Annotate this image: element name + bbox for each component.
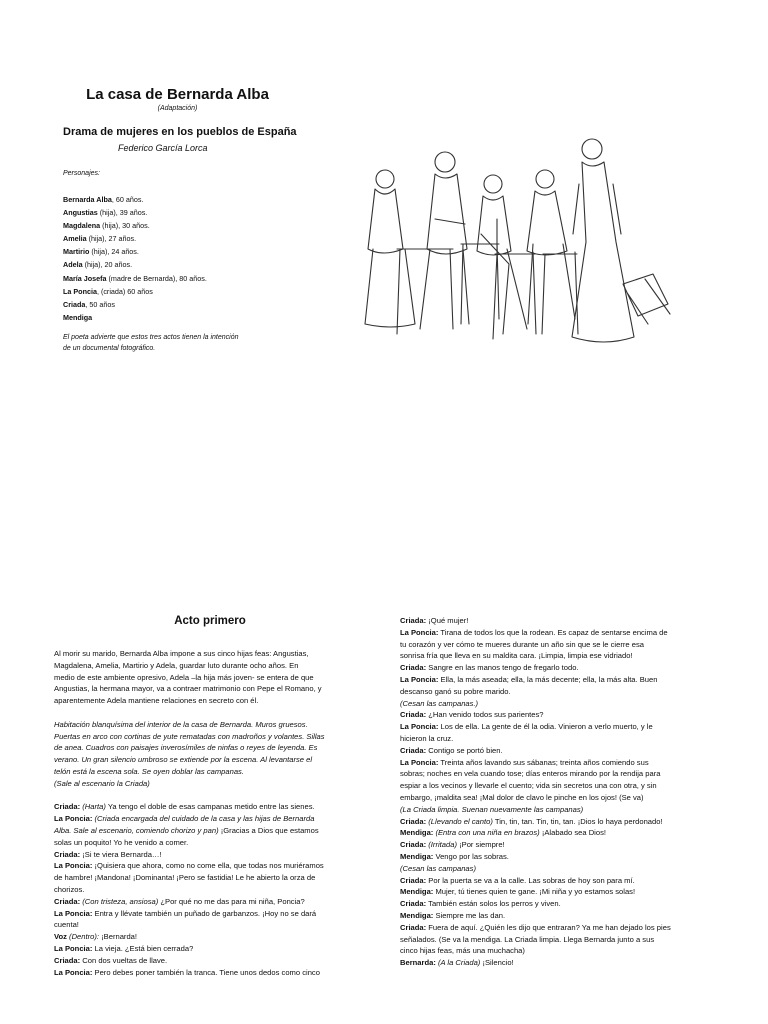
character-name: Adela — [63, 260, 83, 270]
dialogue-text: Treinta años lavando sus sábanas; treinta años comiendo sus — [438, 757, 649, 767]
stage-direction: Alba. Sale al escenario, comiendo chorizo y pan) — [54, 825, 219, 835]
dialogue-text: ¡Gracias a Dios que estamos — [218, 825, 319, 835]
character-name: Martirio — [63, 247, 90, 257]
dialogue-text: Fuera de aquí. ¿Quién les dijo que entraran? Ya me han dejado los pies — [426, 922, 671, 932]
characters-list — [63, 193, 207, 324]
dialogue-line — [54, 837, 376, 849]
dialogue-text: sonrisa fría que lleva en su maldita cara. ¡Limpia, limpia ese vidriado! — [400, 651, 633, 661]
speaker-name: Mendiga: — [400, 887, 434, 897]
character-detail: , (criada) 60 años — [96, 286, 153, 296]
speaker-name: La Poncia: — [400, 722, 439, 732]
stage-direction: (Llevando el canto) — [426, 816, 493, 826]
dialogue-left — [54, 801, 376, 978]
speaker-name: Mendiga: — [400, 851, 434, 861]
dialogue-text: Siempre me las dan. — [433, 910, 506, 920]
author-note-line: de un documental fotográfico. — [63, 344, 156, 352]
speaker-name: Voz — [54, 932, 67, 942]
speaker-name: Bernarda: — [400, 958, 436, 968]
stage-direction: (Cesan las campanas) — [400, 863, 476, 873]
dialogue-text: cinco hijas feas, más una muchacha) — [400, 946, 525, 956]
stage-direction-line: (Sale al escenario la Criada) — [54, 778, 150, 788]
dialogue-text: cuenta! — [54, 920, 79, 930]
dialogue-text: hicieron la cruz. — [400, 733, 454, 743]
author-note — [63, 333, 303, 354]
character-detail: (hija), 39 años. — [97, 208, 148, 218]
character-name: Mendiga — [63, 312, 93, 322]
stage-direction: (Con tristeza, ansiosa) — [80, 896, 159, 906]
speaker-name: Criada: — [400, 816, 427, 826]
dialogue-line — [400, 792, 718, 804]
dialogue-text: ¡Alabado sea Dios! — [539, 828, 606, 838]
dialogue-line — [400, 839, 718, 851]
speaker-name: Criada: — [400, 922, 427, 932]
dialogue-line — [400, 721, 718, 733]
stage-direction: (La Criada limpia. Suenan nuevamente las campanas) — [400, 804, 584, 814]
character-name: Bernarda Alba — [63, 195, 112, 204]
dialogue-text: ¿Han venido todos sus parientes? — [426, 710, 544, 720]
women-sketch-illustration — [345, 124, 690, 346]
dialogue-text: ¡Bernarda! — [99, 932, 138, 942]
stage-direction: (Dentro): — [66, 932, 100, 942]
dialogue-text: Los de ella. La gente de él la odia. Vinieron a verlo muerto, y le — [438, 722, 653, 732]
speaker-name: La Poncia: — [54, 814, 93, 824]
dialogue-text: Tirana de todos los que la rodean. Es capaz de sentarse encima de — [438, 627, 668, 637]
dialogue-text: chorizos. — [54, 884, 85, 894]
stage-direction-line: verano. Un gran silencio umbroso se extiende por la escena. Al levantarse el — [54, 755, 313, 765]
dialogue-line — [400, 945, 718, 957]
speaker-name: Criada: — [400, 745, 427, 755]
character-entry — [63, 206, 207, 219]
character-entry — [63, 272, 207, 285]
act-title: Acto primero — [174, 615, 246, 627]
dialogue-text: de hambre! ¡Mandona! ¡Dominanta! ¡Pero se fastidia! Le he abierto la orza de — [54, 873, 316, 883]
dialogue-text: Entra y llévate también un puñado de garbanzos. ¡Hoy no se dará — [92, 908, 317, 918]
dialogue-line — [54, 825, 376, 837]
dialogue-line — [54, 896, 376, 908]
speaker-name: Criada: — [54, 896, 81, 906]
dialogue-line — [400, 886, 718, 898]
dialogue-line — [54, 919, 376, 931]
dialogue-line — [400, 745, 718, 757]
dialogue-text: También están solos los perros y viven. — [426, 899, 561, 909]
dialogue-line — [400, 615, 718, 627]
dialogue-text: La vieja. ¿Está bien cerrada? — [92, 943, 194, 953]
dialogue-text: Mujer, tú tienes quien te gane. ¡Mi niña y yo estamos solas! — [433, 887, 636, 897]
characters-heading: Personajes: — [63, 170, 100, 177]
character-detail: , 60 años. — [111, 195, 144, 204]
character-entry — [63, 311, 207, 324]
author-note-line: El poeta advierte que estos tres actos tienen la intención — [63, 334, 239, 341]
synopsis-line: medio de este ambiente opresivo, Adela –la hija más joven- se entera de que — [54, 672, 314, 682]
dialogue-line — [400, 910, 718, 922]
dialogue-text: Contigo se portó bien. — [426, 745, 503, 755]
dialogue-text: Vengo por las sobras. — [433, 851, 509, 861]
dialogue-text: Tin, tin, tan. Tin, tin, tan. ¡Dios lo haya perdonado! — [492, 816, 663, 826]
dialogue-text: sobras; noches en vela cuando tose; días enteros mirando por la rendija para — [400, 769, 661, 779]
character-entry — [63, 258, 207, 271]
dialogue-line — [400, 757, 718, 769]
dialogue-line — [400, 827, 718, 839]
stage-direction: (Irritada) — [426, 840, 457, 850]
stage-direction-line: Puertas en arco con cortinas de yute rematadas con madroños y volantes. Sillas — [54, 731, 325, 741]
dialogue-right — [400, 615, 718, 969]
speaker-name: La Poncia: — [54, 967, 93, 977]
dialogue-line — [400, 650, 718, 662]
dialogue-line — [400, 662, 718, 674]
dialogue-text: tu corazón y ver cómo te mueres durante un año sin que se le cierre esa — [400, 639, 644, 649]
character-name: Amelia — [63, 234, 87, 244]
dialogue-text: ¡Por siempre! — [456, 840, 505, 850]
synopsis-line: Al morir su marido, Bernarda Alba impone a sus cinco hijas feas: Angustias, — [54, 649, 309, 658]
speaker-name: La Poncia: — [400, 674, 439, 684]
character-entry — [63, 193, 207, 206]
speaker-name: Mendiga: — [400, 828, 434, 838]
synopsis-paragraph — [54, 648, 376, 707]
stage-directions — [54, 719, 376, 790]
speaker-name: Criada: — [400, 875, 427, 885]
character-entry — [63, 219, 207, 232]
dialogue-line — [400, 639, 718, 651]
speaker-name: Criada: — [400, 616, 427, 625]
synopsis-line: Angustias, la hermana mayor, va a contraer matrimonio con Pepe el Romano, y — [54, 684, 322, 694]
dialogue-line — [54, 967, 376, 979]
dialogue-line — [400, 851, 718, 863]
play-subtitle: Drama de mujeres en los pueblos de España — [63, 126, 297, 138]
character-entry — [63, 298, 207, 311]
stage-direction: (Cesan las campanas.) — [400, 698, 479, 708]
dialogue-line — [400, 816, 718, 828]
character-detail: (hija), 30 años. — [100, 221, 150, 231]
stage-direction: (Entra con una niña en brazos) — [433, 828, 540, 838]
speaker-name: Criada: — [400, 663, 427, 673]
speaker-name: Criada: — [54, 849, 81, 859]
dialogue-text: ¡Silencio! — [480, 958, 514, 968]
dialogue-text: señalados. (Se va la mendiga. La Criada limpia. Llega Bernarda junto a sus — [400, 934, 655, 944]
stage-direction: (A la Criada) — [435, 958, 481, 968]
speaker-name: La Poncia: — [54, 908, 93, 918]
dialogue-line — [400, 627, 718, 639]
dialogue-text: ¿Por qué no me das para mi niña, Poncia? — [158, 896, 305, 906]
character-name: Magdalena — [63, 221, 101, 231]
character-entry — [63, 245, 207, 258]
speaker-name: Criada: — [54, 802, 81, 812]
author-name: Federico García Lorca — [118, 143, 208, 153]
dialogue-line — [54, 813, 376, 825]
speaker-name: La Poncia: — [400, 757, 439, 767]
character-name: La Poncia — [63, 286, 97, 296]
synopsis-line: Magdalena, Amelia, Martirio y Adela, guardar luto durante ocho años. En — [54, 660, 299, 670]
dialogue-text: descanso ganó su pobre marido. — [400, 686, 511, 696]
stage-direction-line: Habitación blanquísima del interior de la casa de Bernarda. Muros gruesos. — [54, 719, 308, 729]
dialogue-line — [400, 875, 718, 887]
left-column — [54, 648, 376, 978]
dialogue-text: Por la puerta se va a la calle. Las sobras de hoy son para mí. — [426, 875, 635, 885]
dialogue-text: solas un poquito! Yo he venido a comer. — [54, 837, 189, 847]
dialogue-text: ¡Qué mujer! — [426, 616, 469, 625]
character-detail: (hija), 27 años. — [86, 234, 137, 244]
dialogue-line — [400, 709, 718, 721]
dialogue-line — [400, 934, 718, 946]
dialogue-line — [400, 674, 718, 686]
character-name: Criada — [63, 299, 86, 309]
dialogue-line — [400, 957, 718, 969]
dialogue-text: Con dos vueltas de llave. — [80, 955, 168, 965]
dialogue-line — [400, 686, 718, 698]
speaker-name: La Poncia: — [400, 627, 439, 637]
stage-direction-line: telón está la escena sola. Se oyen doblar las campanas. — [54, 766, 244, 776]
dialogue-line — [400, 698, 718, 710]
dialogue-text: Ella, la más aseada; ella, la más decente; ella, la más alta. Buen — [438, 674, 658, 684]
speaker-name: La Poncia: — [54, 943, 93, 953]
dialogue-line — [400, 922, 718, 934]
character-name: Angustias — [63, 208, 98, 218]
dialogue-line — [54, 908, 376, 920]
dialogue-line — [400, 780, 718, 792]
dialogue-line — [400, 804, 718, 816]
dialogue-line — [54, 931, 376, 943]
character-name: María Josefa — [63, 273, 107, 283]
dialogue-line — [54, 955, 376, 967]
dialogue-line — [54, 860, 376, 872]
character-detail: (hija), 24 años. — [89, 247, 139, 257]
dialogue-line — [54, 801, 376, 813]
dialogue-line — [400, 768, 718, 780]
dialogue-text: espiar a los vecinos y llevarle el cuento; vida sin secretos una con otra, y sin — [400, 781, 657, 791]
dialogue-line — [400, 863, 718, 875]
speaker-name: La Poncia: — [54, 861, 93, 871]
dialogue-text: ¡Quisiera que ahora, como no come ella, que todas nos muriéramos — [92, 861, 324, 871]
dialogue-line — [54, 849, 376, 861]
dialogue-text: Pero debes poner también la tranca. Tiene unos dedos como cinco — [92, 967, 320, 977]
speaker-name: Criada: — [54, 955, 81, 965]
character-detail: (hija), 20 años. — [82, 260, 133, 270]
character-detail: , 50 años — [85, 299, 115, 309]
speaker-name: Criada: — [400, 840, 427, 850]
dialogue-text: Ya tengo el doble de esas campanas metido entre las sienes. — [105, 802, 315, 812]
stage-direction: (Harta) — [80, 802, 106, 812]
dialogue-line — [54, 872, 376, 884]
dialogue-line — [54, 943, 376, 955]
character-detail: (madre de Bernarda), 80 años. — [106, 273, 207, 283]
stage-direction: (Criada encargada del cuidado de la casa y las hijas de Bernarda — [92, 814, 315, 824]
dialogue-text: Sangre en las manos tengo de fregarlo todo. — [426, 663, 579, 673]
speaker-name: Criada: — [400, 899, 427, 909]
character-entry — [63, 285, 207, 298]
character-entry — [63, 232, 207, 245]
speaker-name: Mendiga: — [400, 910, 434, 920]
stage-direction-line: de anea. Cuadros con paisajes inverosímiles de ninfas o reyes de leyenda. Es — [54, 743, 318, 753]
synopsis-line: aparentemente Adela mantiene relaciones en secreto con él. — [54, 696, 259, 706]
dialogue-text: ¡Si te viera Bernarda…! — [80, 849, 162, 859]
dialogue-line — [54, 884, 376, 896]
dialogue-line — [400, 898, 718, 910]
speaker-name: Criada: — [400, 710, 427, 720]
dialogue-text: embargo, ¡maldita sea! ¡Mal dolor de clavo le pinche en los ojos! (Se va) — [400, 792, 644, 802]
dialogue-line — [400, 733, 718, 745]
play-title: La casa de Bernarda Alba — [86, 86, 269, 103]
adaptation-note: (Adaptación) — [157, 105, 198, 112]
